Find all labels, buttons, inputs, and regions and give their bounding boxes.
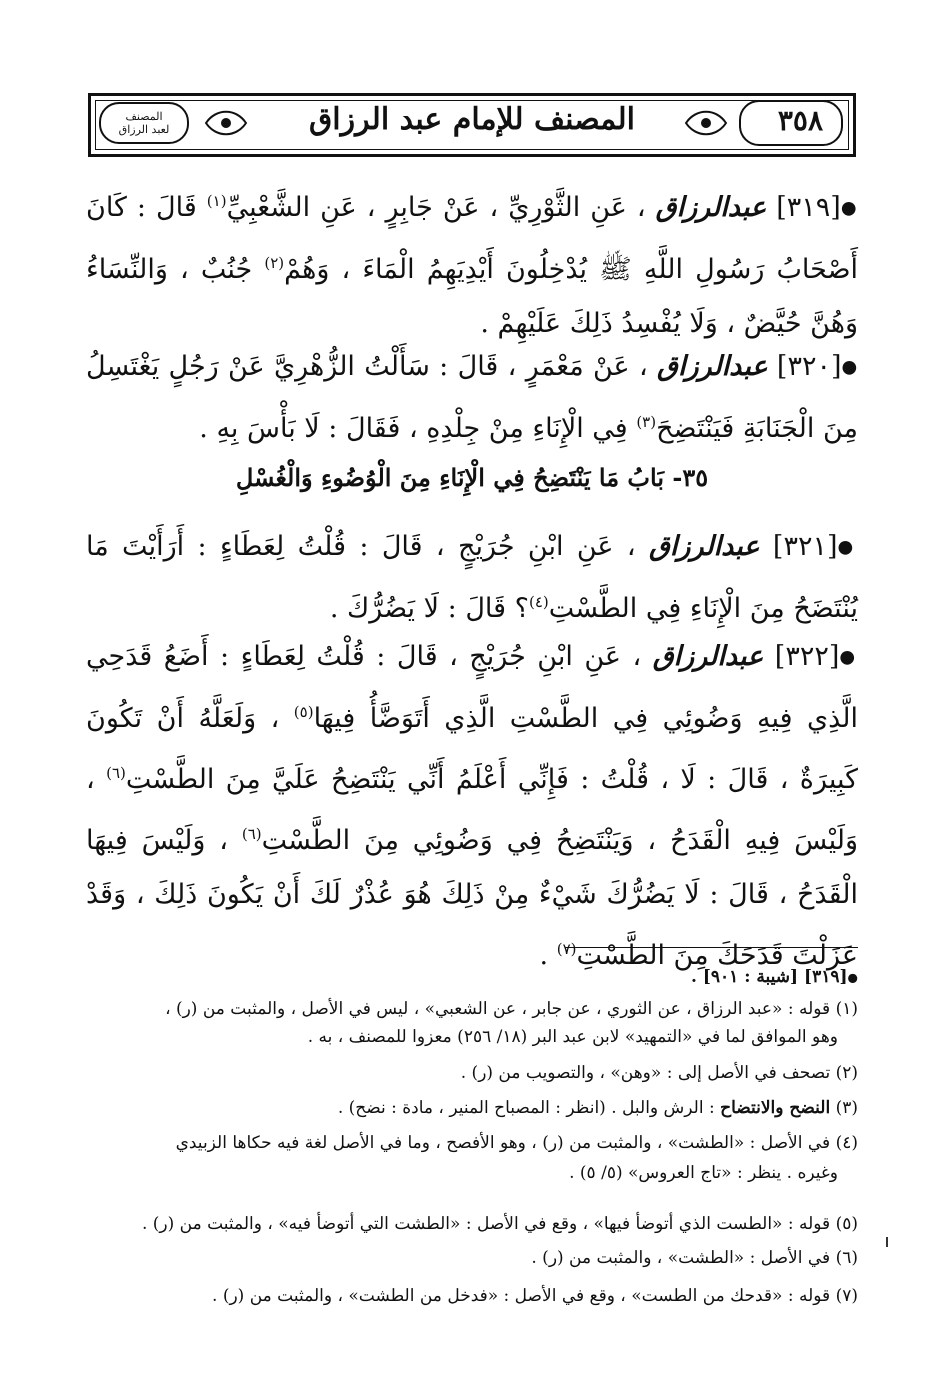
- page-number: ٣٥٨: [777, 104, 823, 137]
- chapter-heading: ٣٥- بَابُ مَا يَنْتَضِحُ فِي الْإِنَاءِ مِنَ الْوُضُوءِ وَالْغُسْلِ: [235, 463, 709, 492]
- footnote-source: [86, 962, 858, 993]
- hadith-text: ؟ قَالَ : لَا يَضُرُّكَ .: [329, 592, 529, 624]
- footnote-4: (٤) في الأصل : «الطشت» ، والمثبت من (ر) ، وهو الأفصح ، وما في الأصل لغة فيه حكاها الزبيدي: [175, 1133, 858, 1153]
- book-title: المصنف للإمام عبد الرزاق: [309, 102, 635, 137]
- footnote-5: (٥) قوله : «الطست الذي أتوضأ فيها» ، وقع في الأصل : «الطشت التي أتوضأ فيه» ، والمثبت من (ر) .: [141, 1214, 858, 1234]
- footnote-ref: (٤): [528, 592, 549, 611]
- hadith-text: قَالَ : كَانَ أَصْحَابُ رَسُولِ اللَّهِ ﷺ يُدْخِلُونَ أَيْدِيَهِمُ الْمَاءَ ، وَهُمْ: [86, 192, 859, 285]
- hadith-number: [٣٢١]: [772, 531, 838, 562]
- footnote-ref: (٦): [106, 763, 126, 782]
- hadith-text: ، وَلَعَلَّهُ أَنْ تَكُونَ كَبِيرَةٌ ، قَالَ : لَا ، قُلْتُ : فَإِنِّي أَعْلَمُ أَنِّي يَنْتَضِحُ عَلَيَّ مِنَ الطَّسْتِ: [86, 702, 858, 795]
- footnote-1-cont: وهو الموافق لما في «التمهيد» لابن عبد البر (١٨/ ٢٥٦) معزوا للمصنف ، به .: [307, 1027, 838, 1047]
- footnote-ref: (١): [206, 192, 227, 210]
- margin-mark: [886, 1237, 888, 1247]
- hadith-text: جُنُبٌ ، وَالنِّسَاءُ وَهُنَّ حُيَّضٌ ، وَلَا يُفْسِدُ ذَلِكَ عَلَيْهِمْ .: [86, 253, 858, 339]
- hadith-author: عبدالرزاق: [657, 351, 768, 382]
- ornament-icon: [681, 104, 731, 142]
- footnote-ref: (٥): [293, 702, 314, 721]
- footnote-2: (٢) تصحف في الأصل إلى : «وهن» ، والتصويب من (ر) .: [460, 1063, 858, 1083]
- hadith-text: ، وَلَيْسَ فِيهَا الْقَدَحُ ، قَالَ : لَا يَضُرُّكَ شَيْءٌ مِنْ ذَلِكَ هُوَ عُذْرٌ لَكَ أَنْ يَكُونَ ذَلِكَ ، وَقَدْ عَزَلْتَ قَدَحَكَ مِنَ الطَّسْتِ: [86, 824, 858, 971]
- footnote-7: (٧) قوله : «قدحك من الطست» ، وقع في الأصل : «فدخل من الطشت» ، والمثبت من (ر) .: [212, 1286, 858, 1306]
- hadith-text: فِي الْإِنَاءِ مِنْ جِلْدِهِ ، فَقَالَ : لَا بَأْسَ بِهِ .: [199, 412, 628, 444]
- footnote-separator: [565, 947, 858, 948]
- footnote-3-text: : الرش والبل . (انظر : المصباح المنير ، مادة : نضح) .: [337, 1098, 715, 1118]
- book-seal-logo: [99, 102, 189, 144]
- hadith-number: [٣١٩]: [776, 192, 841, 223]
- footnote-6: (٦) في الأصل : «الطشت» ، والمثبت من (ر) .: [531, 1248, 858, 1268]
- footnote-3: [86, 1093, 858, 1123]
- seal-line: لعبد الرزاق: [118, 123, 170, 136]
- footnote-ref: (٢): [264, 253, 285, 272]
- bullet-icon: ●: [840, 197, 858, 219]
- hadith-322: [86, 630, 858, 983]
- hadith-319: [86, 174, 858, 351]
- hadith-text: ، عَنِ ابْنِ جُرَيْجٍ ، قَالَ : قُلْتُ لِعَطَاءٍ : أَضَعُ قَدَحِي الَّذِي فِيهِ وَضُوئِي فِي الطَّسْتِ الَّذِي أَتَوَضَّأُ فِيهَا: [86, 641, 858, 734]
- hadith-author: عبدالرزاق: [655, 192, 767, 223]
- page-header: [88, 93, 856, 157]
- footnote-ref: (٦): [241, 824, 262, 843]
- ornament-icon: [201, 104, 251, 142]
- footnote-1: (١) قوله : «عبد الرزاق ، عن الثوري ، عن جابر ، عن الشعبي» ، ليس في الأصل ، والمثبت من (ر) ،: [165, 999, 858, 1019]
- hadith-text: ، عَنْ مَعْمَرٍ ، قَالَ : سَأَلْتُ الزُّهْرِيَّ عَنْ رَجُلٍ يَغْتَسِلُ مِنَ الْجَنَابَةِ فَيَنْتَضِحَ: [86, 351, 858, 444]
- hadith-text: ، عَنِ ابْنِ جُرَيْجٍ ، قَالَ : قُلْتُ لِعَطَاءٍ : أَرَأَيْتَ مَا يُنْتَضَحُ مِنَ الْإِنَاءِ فِي الطَّسْتِ: [86, 531, 858, 624]
- footnote-3-number: (٣): [835, 1098, 858, 1118]
- hadith-text: ، وَلَيْسَ فِيهِ الْقَدَحُ ، وَيَنْتَضِحُ فِي وَضُوئِي مِنَ الطَّسْتِ: [86, 763, 858, 856]
- hadith-text: .: [539, 939, 549, 971]
- hadith-author: عبدالرزاق: [652, 641, 764, 672]
- footnote-ref: (٧): [556, 939, 577, 958]
- footnote-source-text: [٣١٩] [شيبة : ٩٠١] .: [691, 967, 848, 987]
- hadith-number: [٣٢٠]: [776, 351, 842, 382]
- hadith-number: [٣٢٢]: [774, 641, 840, 672]
- seal-line: المصنف: [125, 110, 163, 123]
- bullet-icon: ●: [839, 646, 858, 668]
- hadith-321: [86, 520, 858, 636]
- footnote-ref: (٣): [636, 412, 657, 431]
- footnote-3-term: النضح والانتضاح: [720, 1098, 831, 1118]
- bullet-icon: ●: [841, 356, 858, 378]
- footnote-4-cont: وغيره . ينظر : «تاج العروس» (٥/ ٥) .: [569, 1163, 838, 1183]
- hadith-author: عبدالرزاق: [648, 531, 760, 562]
- bullet-icon: ●: [847, 970, 858, 985]
- bullet-icon: ●: [837, 536, 858, 558]
- hadith-text: ، عَنِ الثَّوْرِيِّ ، عَنْ جَابِرٍ ، عَنِ الشَّعْبِيِّ: [226, 192, 646, 223]
- hadith-320: [86, 340, 858, 456]
